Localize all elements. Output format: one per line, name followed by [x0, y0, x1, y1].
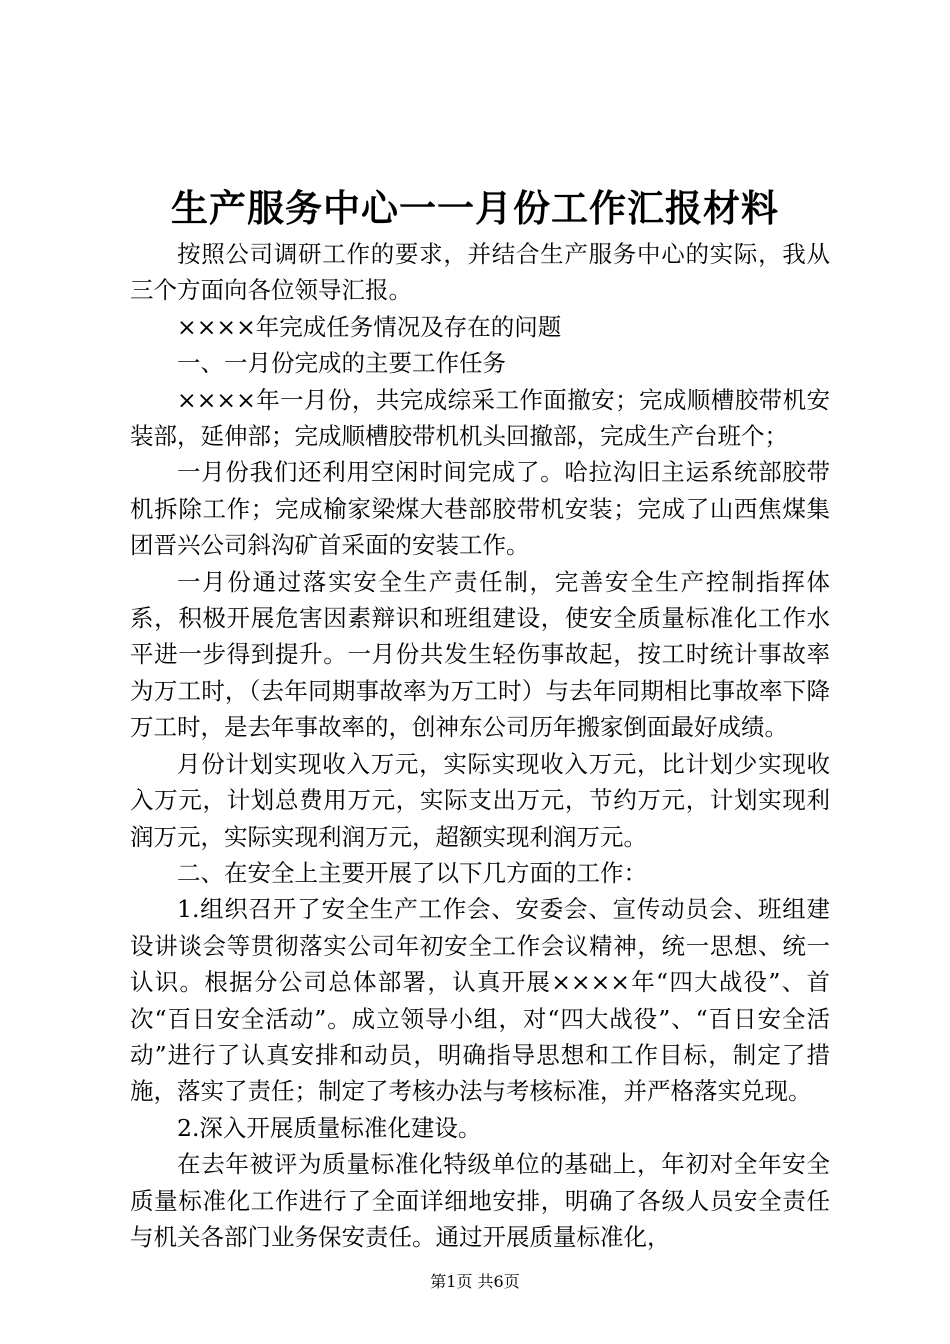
section-heading: 一、一月份完成的主要工作任务 [177, 349, 506, 378]
section-heading: ××××年完成任务情况及存在的问题 [177, 312, 562, 341]
body-paragraph: 在去年被评为质量标准化特级单位的基础上，年初对全年安全质量标准化工作进行了全面详细地安排，明确了各级人员安全责任与机关各部门业务保安责任。通过开展质量标准化， [130, 1150, 830, 1251]
section-heading: 二、在安全上主要开展了以下几方面的工作： [177, 858, 647, 887]
body-paragraph: ××××年一月份，共完成综采工作面撤安；完成顺槽胶带机安装部，延伸部；完成顺槽胶带机机头回撤部，完成生产台班个； [130, 385, 830, 451]
body-paragraph: 按照公司调研工作的要求，并结合生产服务中心的实际，我从三个方面向各位领导汇报。 [130, 240, 830, 305]
page-footer: 第1页 共6页 [430, 1272, 520, 1291]
body-paragraph: 1.组织召开了安全生产工作会、安委会、宣传动员会、班组建设讲谈会等贯彻落实公司年初安全工作会议精神，统一思想、统一认识。根据分公司总体部署，认真开展××××年“四大战役”、首次“百日安全活动”。成立领导小组，对“四大战役”、“百日安全活动”进行了认真安排和动员，明确指导思想和工作目标，制定了措施，落实了责任；制定了考核办法与考核标准，并严格落实兑现。 [130, 895, 830, 1106]
body-paragraph: 一月份通过落实安全生产责任制，完善安全生产控制指挥体系，积极开展危害因素辩识和班组建设，使安全质量标准化工作水平进一步得到提升。一月份共发生轻伤事故起，按工时统计事故率为万工时，（去年同期事故率为万工时）与去年同期相比事故率下降万工时，是去年事故率的，创神东公司历年搬家倒面最好成绩。 [130, 567, 830, 742]
sub-heading: 2.深入开展质量标准化建设。 [177, 1113, 482, 1142]
body-paragraph: 一月份我们还利用空闲时间完成了。哈拉沟旧主运系统部胶带机拆除工作；完成榆家梁煤大巷部胶带机安装；完成了山西焦煤集团晋兴公司斜沟矿首采面的安装工作。 [130, 458, 830, 560]
body-paragraph: 月份计划实现收入万元，实际实现收入万元，比计划少实现收入万元，计划总费用万元，实际支出万元，节约万元，计划实现利润万元，实际实现利润万元，超额实现利润万元。 [130, 749, 830, 851]
document-body [130, 236, 830, 1255]
document-title: 生产服务中心一一月份工作汇报材料 [171, 186, 779, 230]
